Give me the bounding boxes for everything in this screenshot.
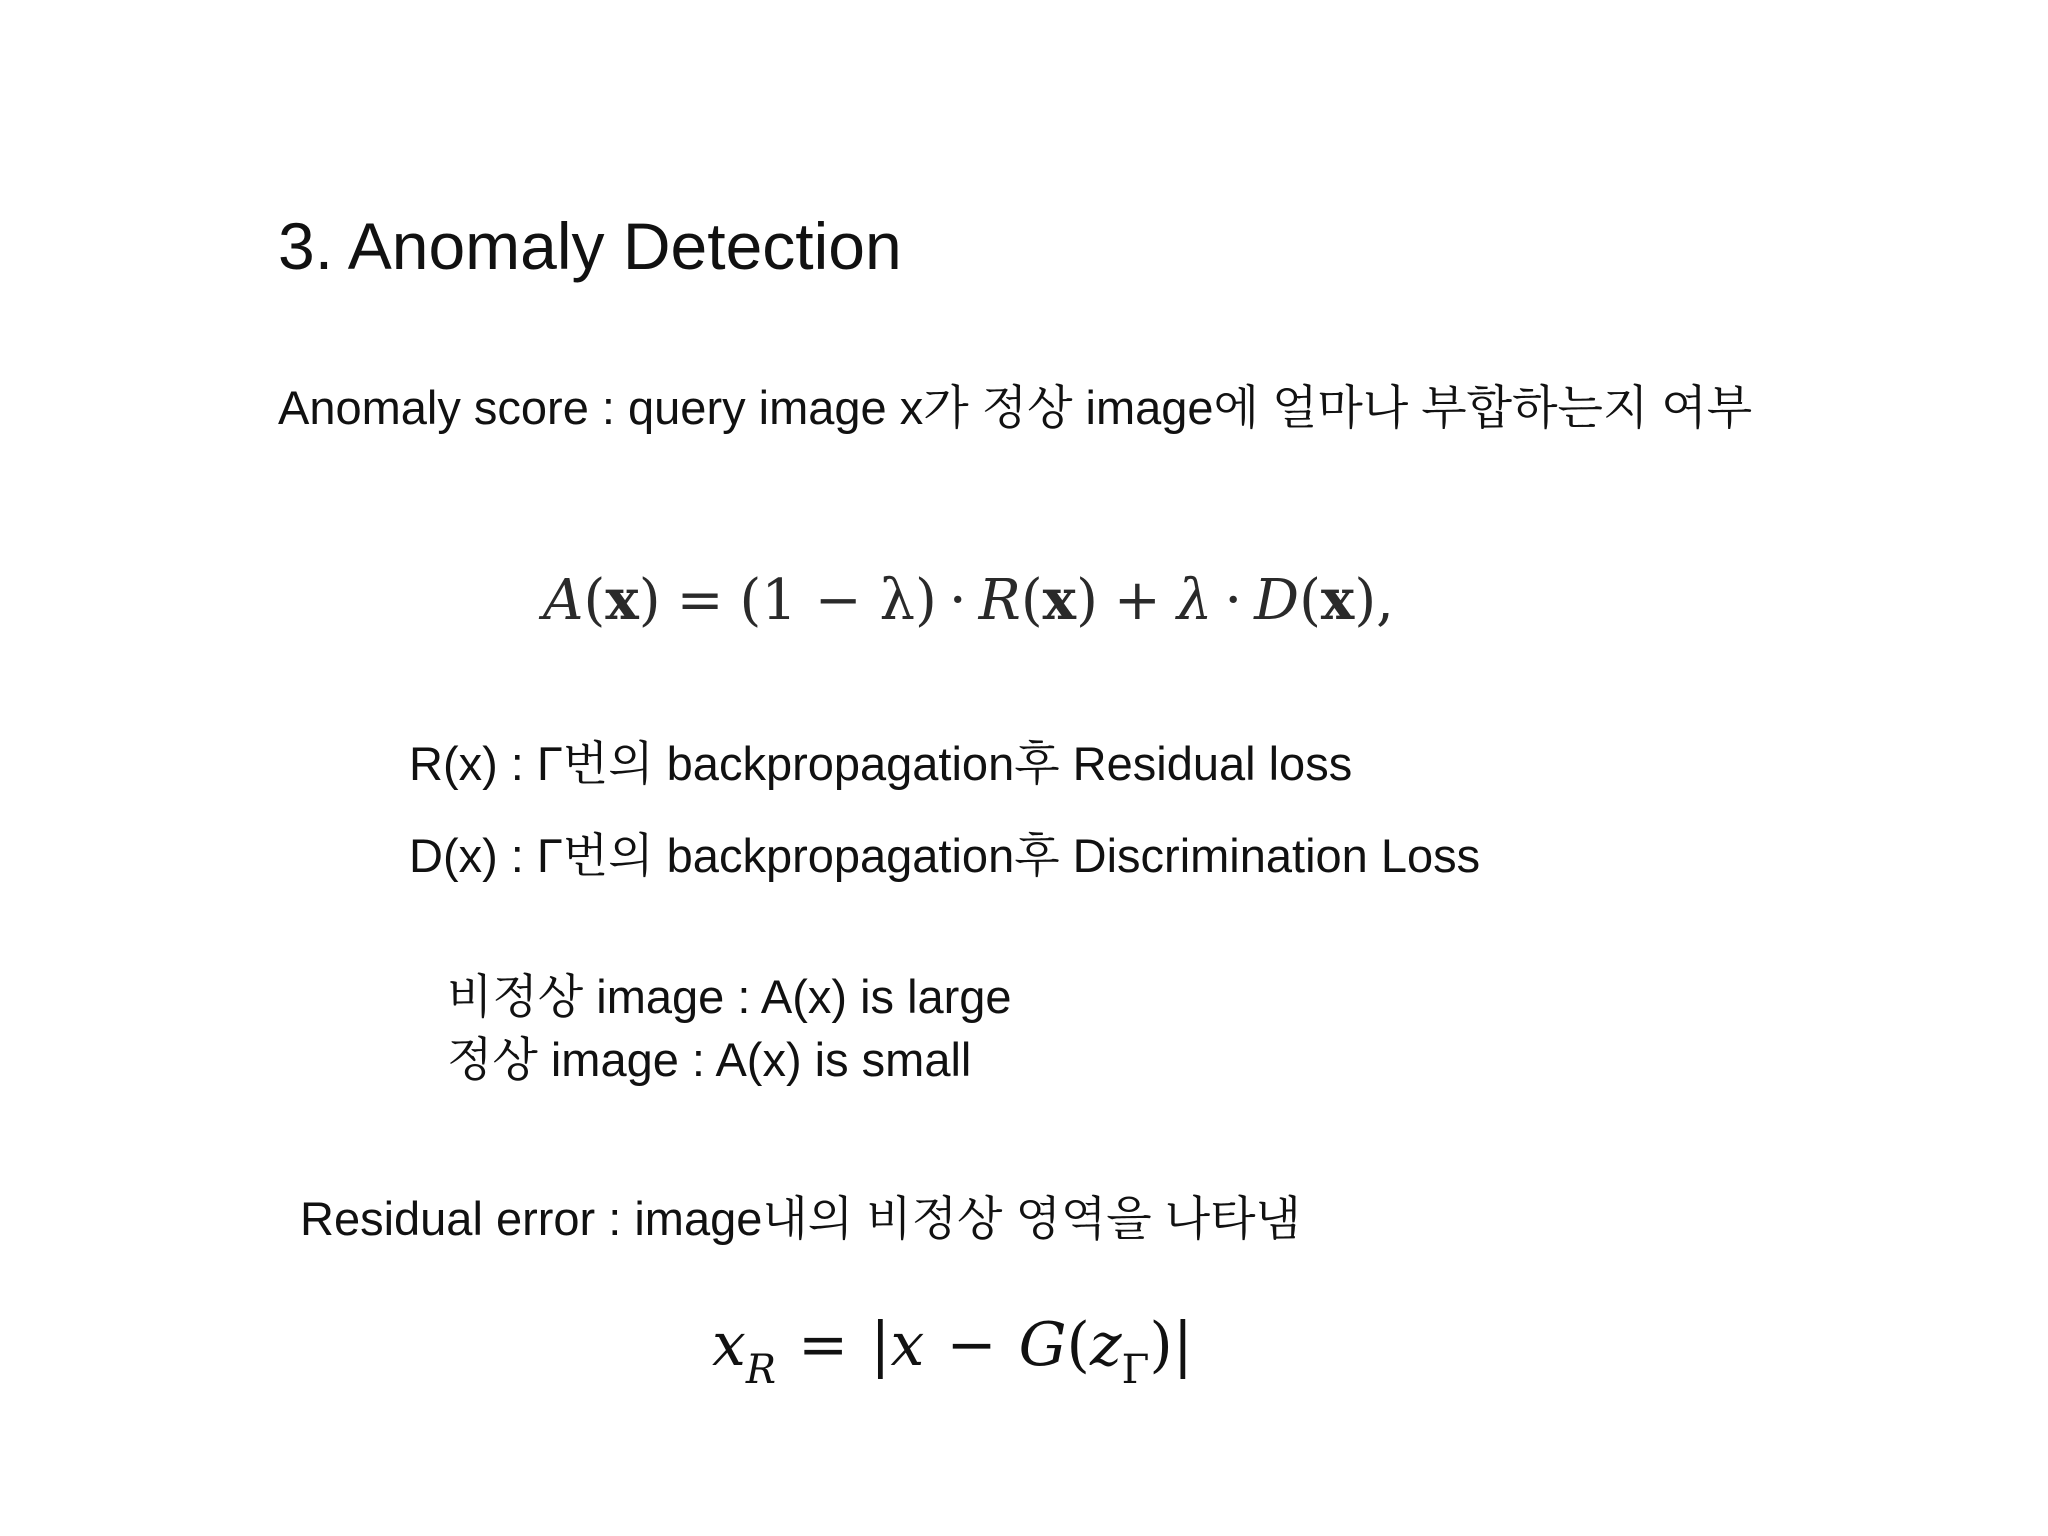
formula-a-d-x: x xyxy=(1320,567,1355,633)
formula-a-d-open: ( xyxy=(1299,568,1321,633)
formula-a-d-symbol: D xyxy=(1254,568,1300,633)
formula-a-paren-close: ) xyxy=(638,568,661,633)
formula-x-equals: = xyxy=(797,1310,849,1380)
formula-a-dot-2: · xyxy=(1224,568,1243,633)
formula-a-tail: ), xyxy=(1354,568,1394,633)
formula-a-plus: + xyxy=(1113,568,1161,633)
formula-x-abs-open: | xyxy=(870,1310,891,1380)
anomaly-score-formula xyxy=(543,565,1394,636)
formula-x-z: z xyxy=(1089,1310,1122,1380)
formula-a-x: x xyxy=(605,567,639,633)
anomaly-score-definition: Anomaly score : query image x가 정상 image에 얼마나 부합하는지 여부 xyxy=(278,381,1753,434)
formula-a-symbol: A xyxy=(543,568,584,633)
formula-x-minus: − xyxy=(946,1310,997,1380)
formula-a-term1: (1 − λ) xyxy=(739,568,937,633)
slide-title: 3. Anomaly Detection xyxy=(278,209,902,283)
formula-x-close: )| xyxy=(1149,1310,1193,1380)
discrimination-loss-definition: D(x) : Γ번의 backpropagation후 Discrimination Loss xyxy=(409,829,1481,882)
formula-x-x: x xyxy=(712,1310,746,1380)
formula-x-sub-r: R xyxy=(745,1347,776,1393)
abnormal-image-note: 비정상 image : A(x) is large xyxy=(447,970,1012,1023)
formula-a-paren-open: ( xyxy=(583,568,606,633)
formula-a-equals: = xyxy=(676,568,724,633)
formula-a-lambda: λ xyxy=(1176,568,1213,633)
formula-a-r-close: ) xyxy=(1076,568,1098,633)
residual-loss-definition: R(x) : Γ번의 backpropagation후 Residual loss xyxy=(409,737,1353,790)
formula-a-dot-1: · xyxy=(948,568,967,633)
residual-error-definition: Residual error : image내의 비정상 영역을 나타냄 xyxy=(300,1192,1301,1245)
formula-x-g: G xyxy=(1018,1310,1067,1380)
formula-x-sub-gamma: Γ xyxy=(1121,1347,1150,1393)
formula-x-x2: x xyxy=(890,1310,925,1380)
normal-image-note: 정상 image : A(x) is small xyxy=(447,1033,972,1086)
formula-a-r-x: x xyxy=(1042,567,1077,633)
residual-error-formula xyxy=(712,1305,1193,1393)
formula-a-r-open: ( xyxy=(1020,568,1043,633)
formula-a-r-symbol: R xyxy=(978,568,1021,633)
formula-x-paren-open: ( xyxy=(1066,1310,1090,1380)
